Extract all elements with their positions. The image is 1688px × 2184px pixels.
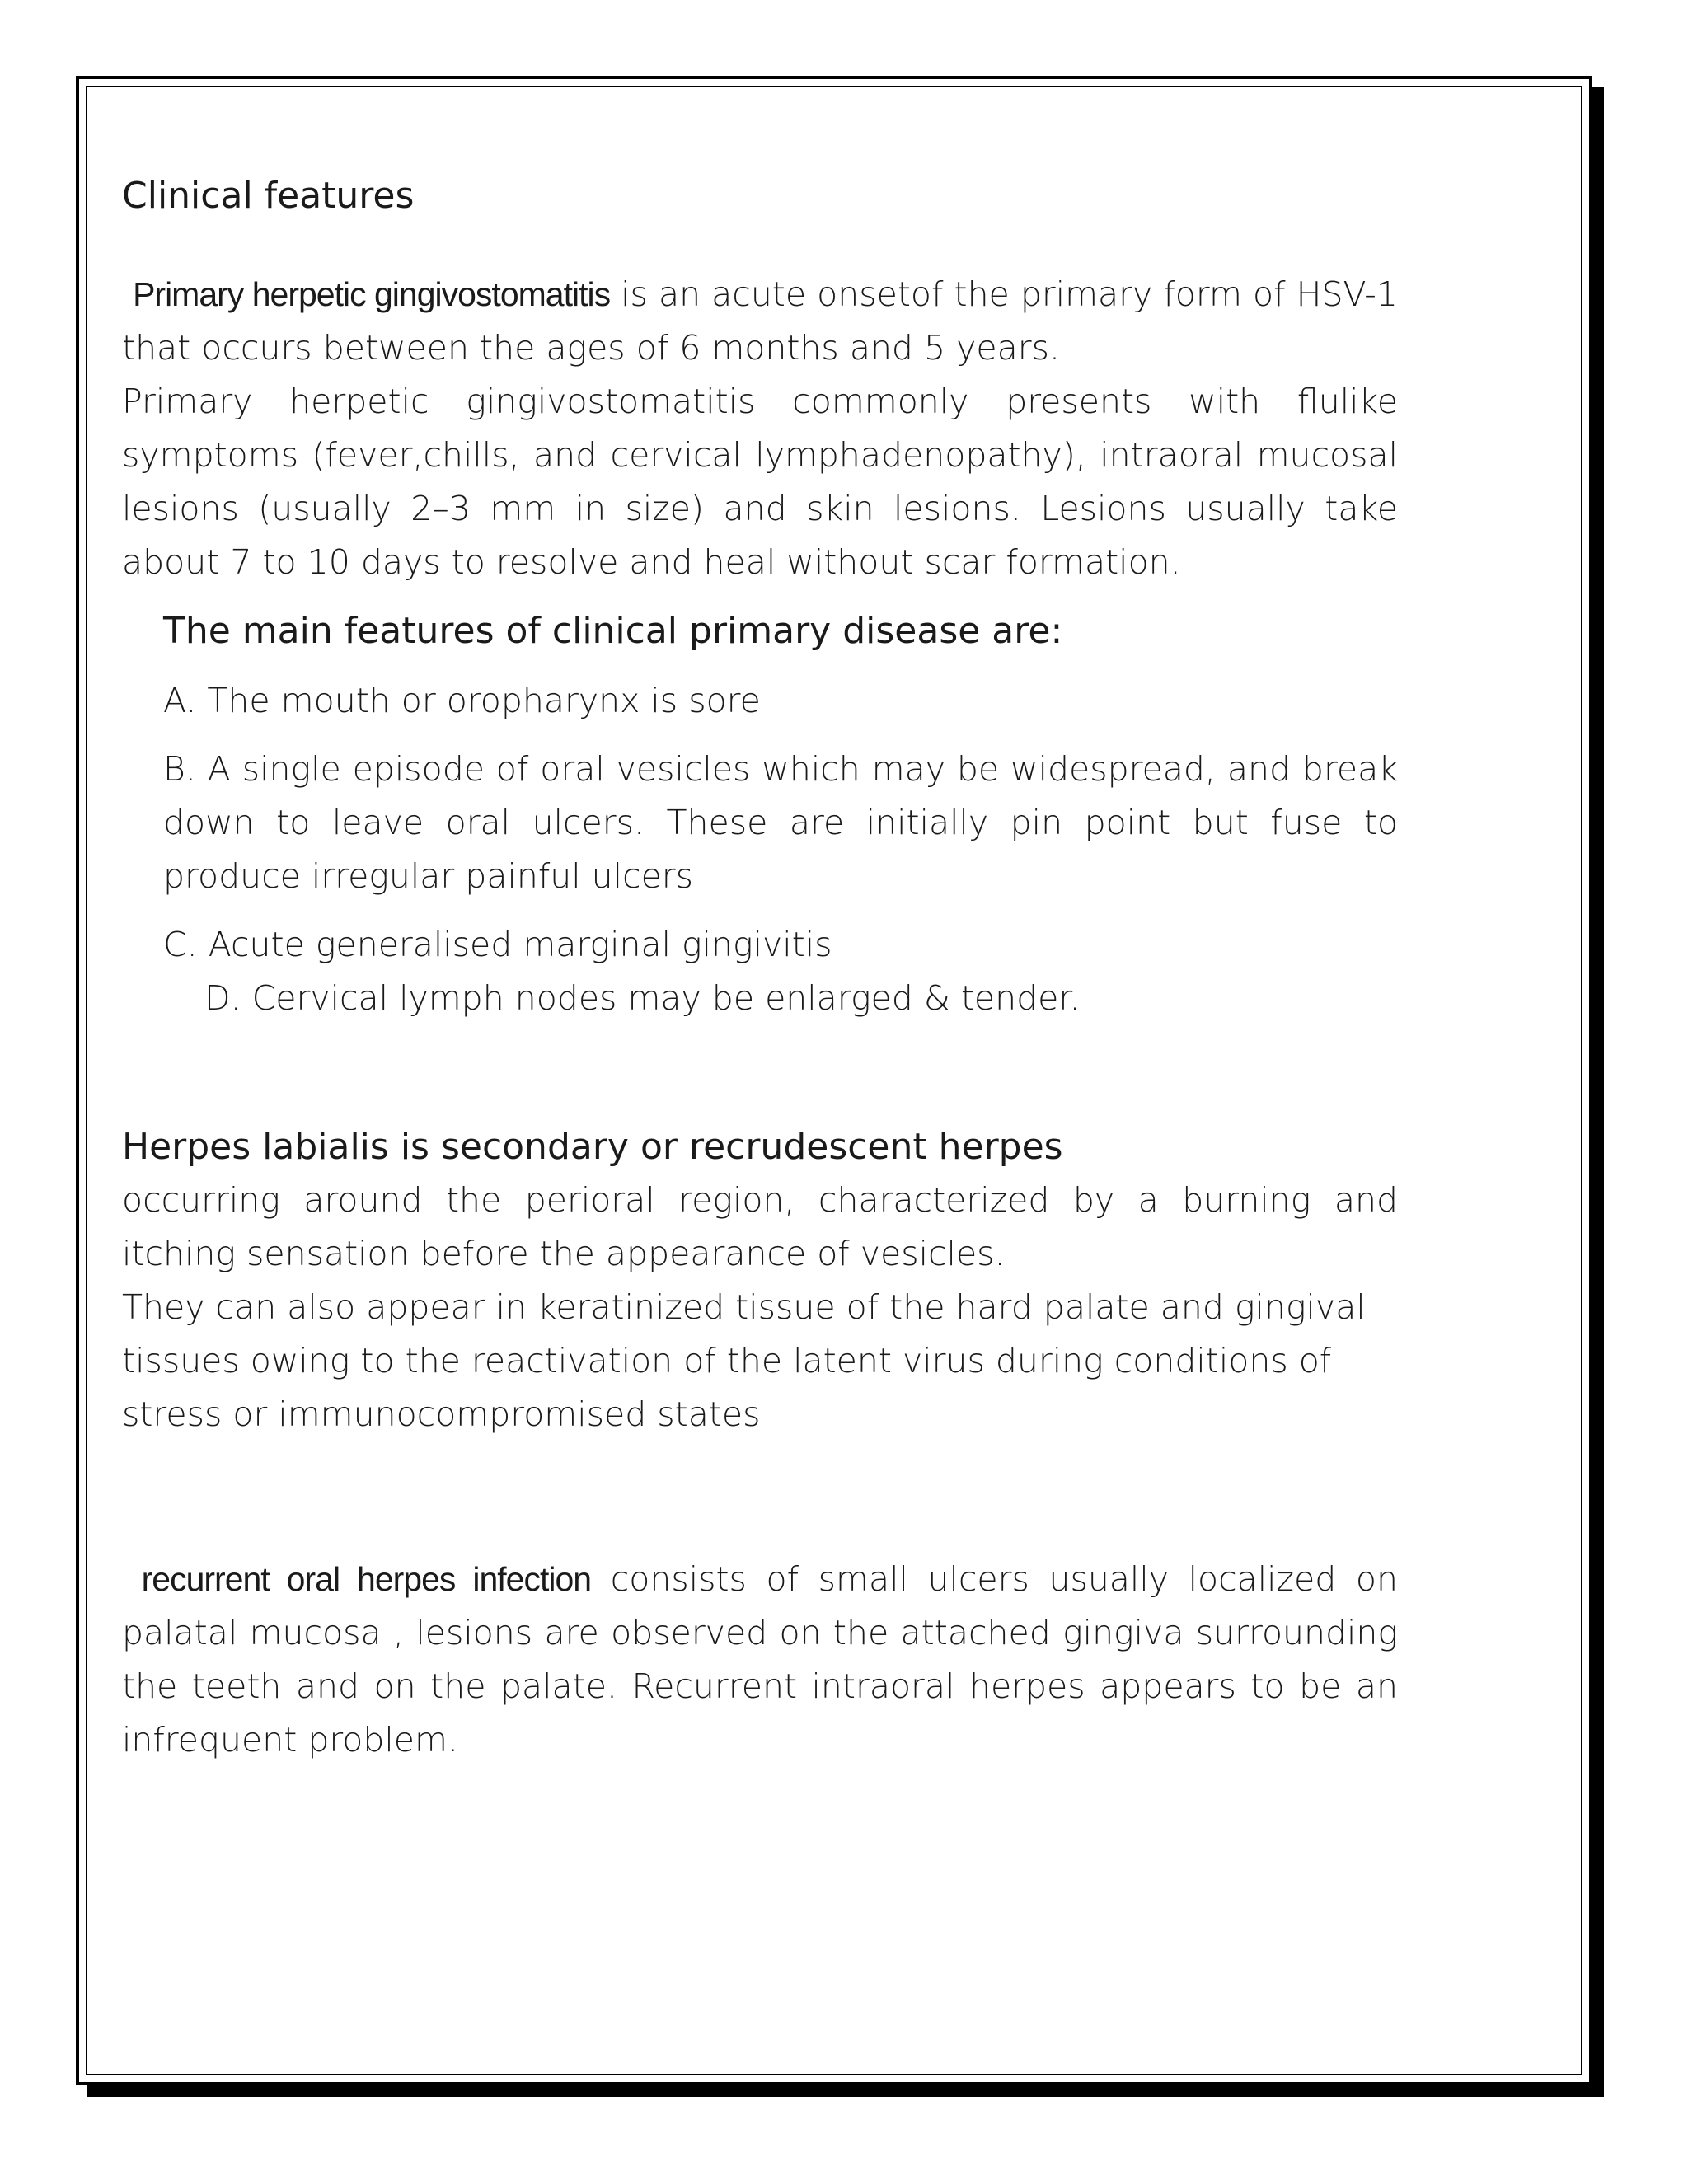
intro-paragraph <box>122 268 1398 375</box>
document-body <box>122 169 1398 1767</box>
herpes-labialis-text: occurring around the perioral region, characterized by a burning and itching sensation before the appearance of vesicles. <box>122 1180 1398 1273</box>
recurrent-lead-term: recurrent oral herpes infection <box>141 1560 592 1598</box>
herpes-labialis-text-2: They can also appear in keratinized tissue of the hard palate and gingival tissues owing to the reactivation of the latent virus during conditions of stress or immunocompromised states <box>122 1287 1366 1434</box>
intro-lead-term: Primary herpetic gingivostomatitis <box>133 275 611 313</box>
intro-text: is an acute onsetof the primary form of HSV-1 that occurs between the ages of 6 months and 5 years. <box>122 274 1398 368</box>
features-heading: The main features of clinical primary disease are: <box>163 610 1063 652</box>
list-item: B. A single episode of oral vesicles which may be widespread, and break down to leave oral ulcers. These are initially pin point but fuse to produce irregular painful ulcers <box>163 749 1398 896</box>
list-item: D. Cervical lymph nodes may be enlarged & tender. <box>204 978 1081 1018</box>
list-item: A. The mouth or oropharynx is sore <box>163 681 761 720</box>
page-title: Clinical features <box>122 175 415 217</box>
list-item: C. Acute generalised marginal gingivitis <box>163 925 832 964</box>
recurrent-text: consists of small ulcers usually localized on palatal mucosa , lesions are observed on the attached gingiva surrounding the teeth and on the palate. Recurrent intraoral herpes appears to be an infrequent problem. <box>122 1559 1398 1760</box>
recurrent-herpes-paragraph <box>122 1553 1398 1767</box>
features-list <box>163 674 1398 1025</box>
intro-paragraph-2: Primary herpetic gingivostomatitis commonly presents with flulike symptoms (fever,chills, and cervical lymphadenopathy), intraoral mucosal lesions (usually 2–3 mm in size) and skin lesions. Lesions usually take about 7 to 10 days to resolve and heal without scar formation. <box>122 382 1398 582</box>
herpes-labialis-heading: Herpes labialis is secondary or recrudescent herpes <box>122 1126 1063 1168</box>
